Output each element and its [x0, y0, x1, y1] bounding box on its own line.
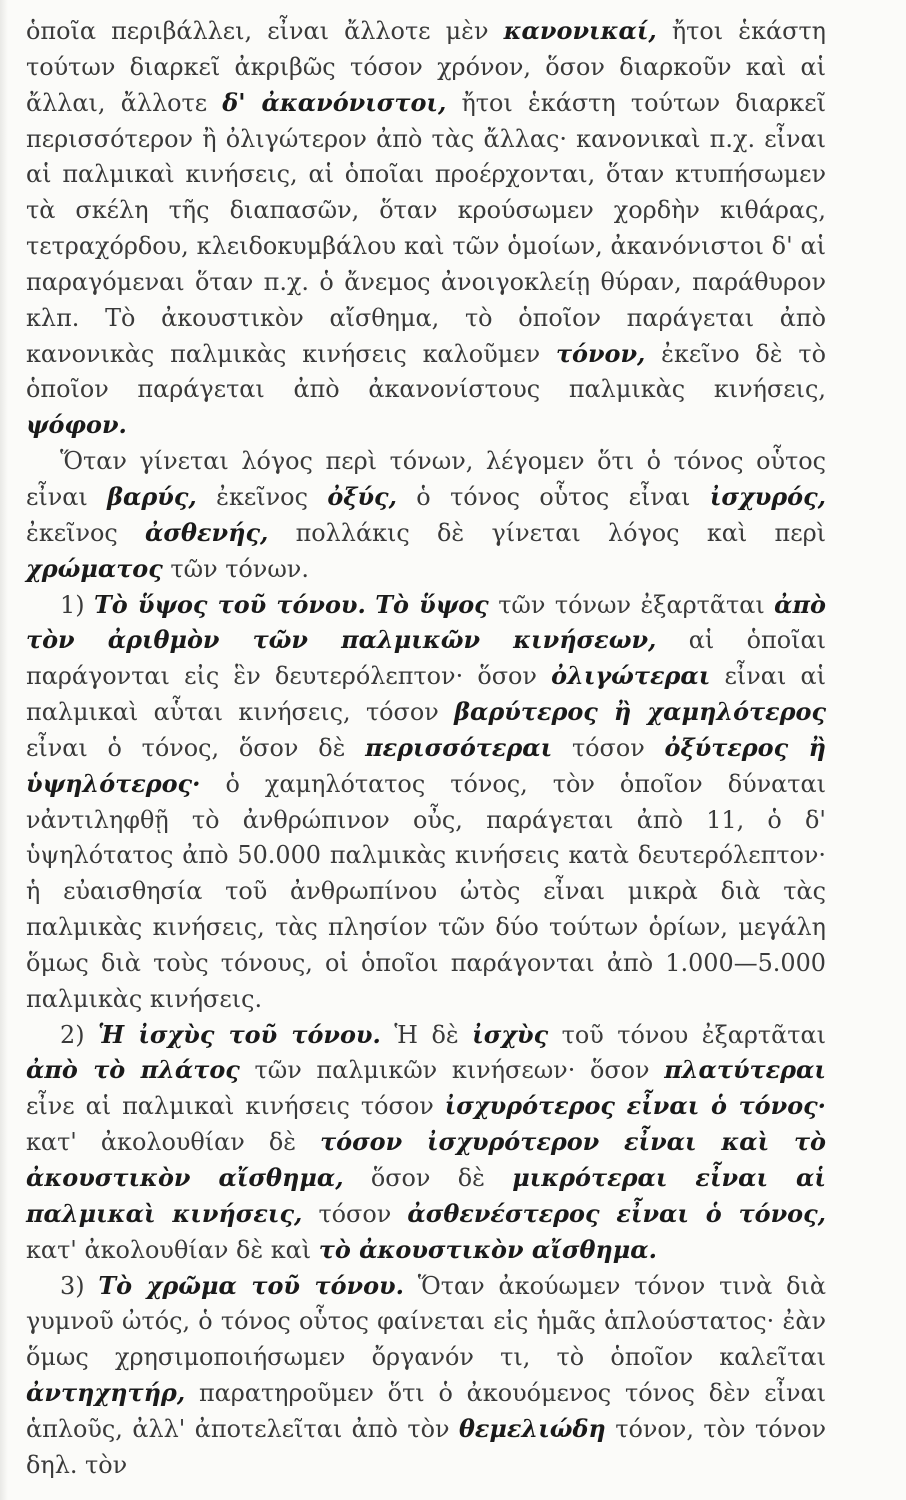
text-segment: ἤτοι ἑκάστη τούτων διαρκεῖ περισσότερον ἢ ὀλιγώτερον ἀπὸ τὰς ἄλλας· κανονικαὶ π.χ. εἶναι αἱ παλμικαὶ κινήσεις, αἱ ὁποῖαι προέρχονται, ὅταν κτυπήσωμεν τὰ σκέλη τῆς διαπασῶν, ὅταν κρούσωμεν χορδὴν κιθάρας, τετραχόρδου, κλειδοκυμβάλου καὶ τῶν ὁμοίων, ἀκανόνιστοι δ' αἱ παραγόμεναι ὅταν π.χ. ὁ ἄνεμος ἀνοιγοκλείῃ θύραν, παράθυρον κλπ. Τὸ ἀκουστικὸν αἴσθημα, τὸ ὁποῖον παράγεται ἀπὸ κανονικὰς παλμικὰς κινήσεις καλοῦμεν [26, 88, 826, 368]
emphasized-term: ὀξύτερος ἢ ὑψηλότερος· [26, 733, 826, 798]
emphasized-term: Τὸ ὕψος [375, 590, 489, 619]
page-body-text [26, 14, 826, 1484]
emphasized-term: ἀντηχητήρ, [26, 1379, 186, 1408]
text-segment: εἶναι ὁ τόνος, ὅσον δὲ [26, 733, 366, 762]
text-segment: ἐκεῖνο δὲ τὸ ὁποῖον παράγεται ἀπὸ ἀκανονίστους παλμικὰς κινήσεις, [26, 339, 826, 404]
text-segment: τόσον [552, 733, 665, 762]
section-number: 3) [60, 1271, 99, 1300]
section-heading: Τὸ χρῶμα τοῦ τόνου. [98, 1271, 404, 1300]
emphasized-term: ἀσθενής, [145, 518, 269, 547]
emphasized-term: μικρότεραι εἶναι αἱ παλμικαὶ κινήσεις, [26, 1164, 826, 1228]
emphasized-term: ἀσθενέστερος εἶναι ὁ τόνος, [407, 1199, 826, 1228]
section-number: 2) [60, 1020, 99, 1049]
section-heading: Ἡ ἰσχὺς τοῦ τόνου. [98, 1020, 381, 1049]
text-segment: ἤτοι ἑκάστη τούτων διαρκεῖ ἀκριβῶς τόσον χρόνον, ὅσον διαρκοῦν καὶ αἱ ἄλλαι, ἄλλοτε [26, 17, 826, 117]
text-segment: εἶνε αἱ παλμικαὶ κινήσεις τόσον [26, 1092, 445, 1121]
emphasized-term: θεμελιώδη [458, 1414, 606, 1443]
text-segment: ὁποῖα περιβάλλει, εἶναι ἄλλοτε μὲν [26, 17, 504, 45]
scan-edge-shadow [0, 0, 8, 1500]
text-segment: αἱ ὁποῖαι παράγονται εἰς ἓν δευτερόλεπτον· ὅσον [26, 626, 826, 691]
emphasized-term: ἀπὸ τὸν ἀριθμὸν τῶν παλμικῶν κινήσεων, [26, 590, 826, 655]
emphasized-term: ἰσχυρός, [709, 482, 826, 511]
emphasized-term: βαρύτερος ἢ χαμηλότερος [454, 698, 827, 727]
text-segment: εἶναι αἱ παλμικαὶ αὗται κινήσεις, τόσον [26, 662, 826, 727]
paragraph-tone-intensity [26, 1018, 826, 1269]
paragraph-tone-color [26, 1269, 826, 1484]
emphasized-term: κανονικαί, [503, 17, 657, 45]
emphasized-term: ἀπὸ τὸ πλάτος [26, 1056, 240, 1085]
emphasized-term: ἰσχὺς [472, 1020, 549, 1049]
text-segment: κατ' ἀκολουθίαν δὲ καὶ [26, 1235, 319, 1264]
text-segment: Ὅταν ἀκούωμεν τόνον τινὰ διὰ γυμνοῦ ὠτός, ὁ τόνος οὗτος φαίνεται εἰς ἡμᾶς ἁπλούστατος· ἐὰν ὅμως χρησιμοποιήσωμεν ὄργανόν τι, τὸ ὁποῖον καλεῖται [26, 1271, 827, 1372]
text-segment: τῶν παλμικῶν κινήσεων· ὅσον [239, 1056, 665, 1085]
paragraph-tone-qualities [26, 444, 826, 587]
text-segment [366, 591, 375, 619]
text-segment: τόσον [302, 1199, 408, 1228]
emphasized-term: τόνον, [555, 339, 646, 368]
text-segment: Ἡ δὲ [380, 1020, 473, 1049]
text-segment: τόνον, τὸν τόνον δηλ. τὸν [26, 1414, 827, 1479]
emphasized-term: βαρύς, [107, 482, 197, 511]
text-segment: ἐκεῖνος [196, 482, 328, 511]
emphasized-term: τόσον ἰσχυρότερον εἶναι καὶ τὸ ἀκουστικὸν αἴσθημα, [26, 1128, 826, 1192]
text-segment: Ὅταν γίνεται λόγος περὶ τόνων, λέγομεν ὅτι ὁ τόνος οὗτος εἶναι [26, 447, 826, 511]
section-number: 1) [60, 590, 94, 619]
text-segment: ὁ χαμηλότατος τόνος, τὸν ὁποῖον δύναται νἀντιληφθῇ τὸ ἀνθρώπινον οὖς, παράγεται ἀπὸ 11, ὁ δ' ὑψηλότατος ἀπὸ 50.000 παλμικὰς κινήσεις κατὰ δευτερόλεπτον· ἡ εὐαισθησία τοῦ ἀνθρωπίνου ὠτὸς εἶναι μικρὰ διὰ τὰς παλμικὰς κινήσεις, τὰς πλησίον τῶν δύο τούτων ὁρίων, μεγάλη ὅμως διὰ τοὺς τόνους, οἱ ὁποῖοι παράγονται ἀπὸ 1.000—5.000 παλμικὰς κινήσεις. [26, 769, 826, 1013]
emphasized-term: ἰσχυρότερος εἶναι ὁ τόνος· [444, 1092, 826, 1121]
text-segment: πολλάκις δὲ γίνεται λόγος καὶ περὶ [268, 518, 826, 547]
emphasized-term: πλατύτεραι [664, 1056, 826, 1085]
paragraph-tone-definition [26, 14, 826, 444]
text-segment: ὅσον δὲ [343, 1164, 513, 1192]
text-segment: τῶν τόνων ἐξαρτᾶται [488, 590, 775, 619]
emphasized-term: ψόφον. [26, 411, 127, 440]
emphasized-term: τὸ ἀκουστικὸν αἴσθημα. [318, 1235, 657, 1264]
text-segment: ὁ τόνος οὗτος εἶναι [396, 482, 710, 511]
section-heading: Τὸ ὕψος τοῦ τόνου. [93, 590, 366, 619]
text-segment: παρατηροῦμεν ὅτι ὁ ἀκουόμενος τόνος δὲν εἶναι ἁπλοῦς, ἀλλ' ἀποτελεῖται ἀπὸ τὸν [26, 1379, 826, 1443]
emphasized-term: ὀξύς, [327, 482, 397, 511]
text-segment: τῶν τόνων. [162, 554, 309, 583]
paragraph-tone-pitch [26, 588, 826, 1018]
emphasized-term: περισσότεραι [365, 733, 553, 762]
text-segment: ἐκεῖνος [26, 518, 146, 547]
emphasized-term: ὀλιγώτεραι [551, 662, 711, 691]
text-segment: τοῦ τόνου ἐξαρτᾶται [548, 1020, 826, 1049]
text-segment: κατ' ἀκολουθίαν δὲ [26, 1128, 321, 1157]
emphasized-term: χρώματος [26, 554, 163, 583]
emphasized-term: δ' ἀκανόνιστοι, [222, 88, 447, 117]
